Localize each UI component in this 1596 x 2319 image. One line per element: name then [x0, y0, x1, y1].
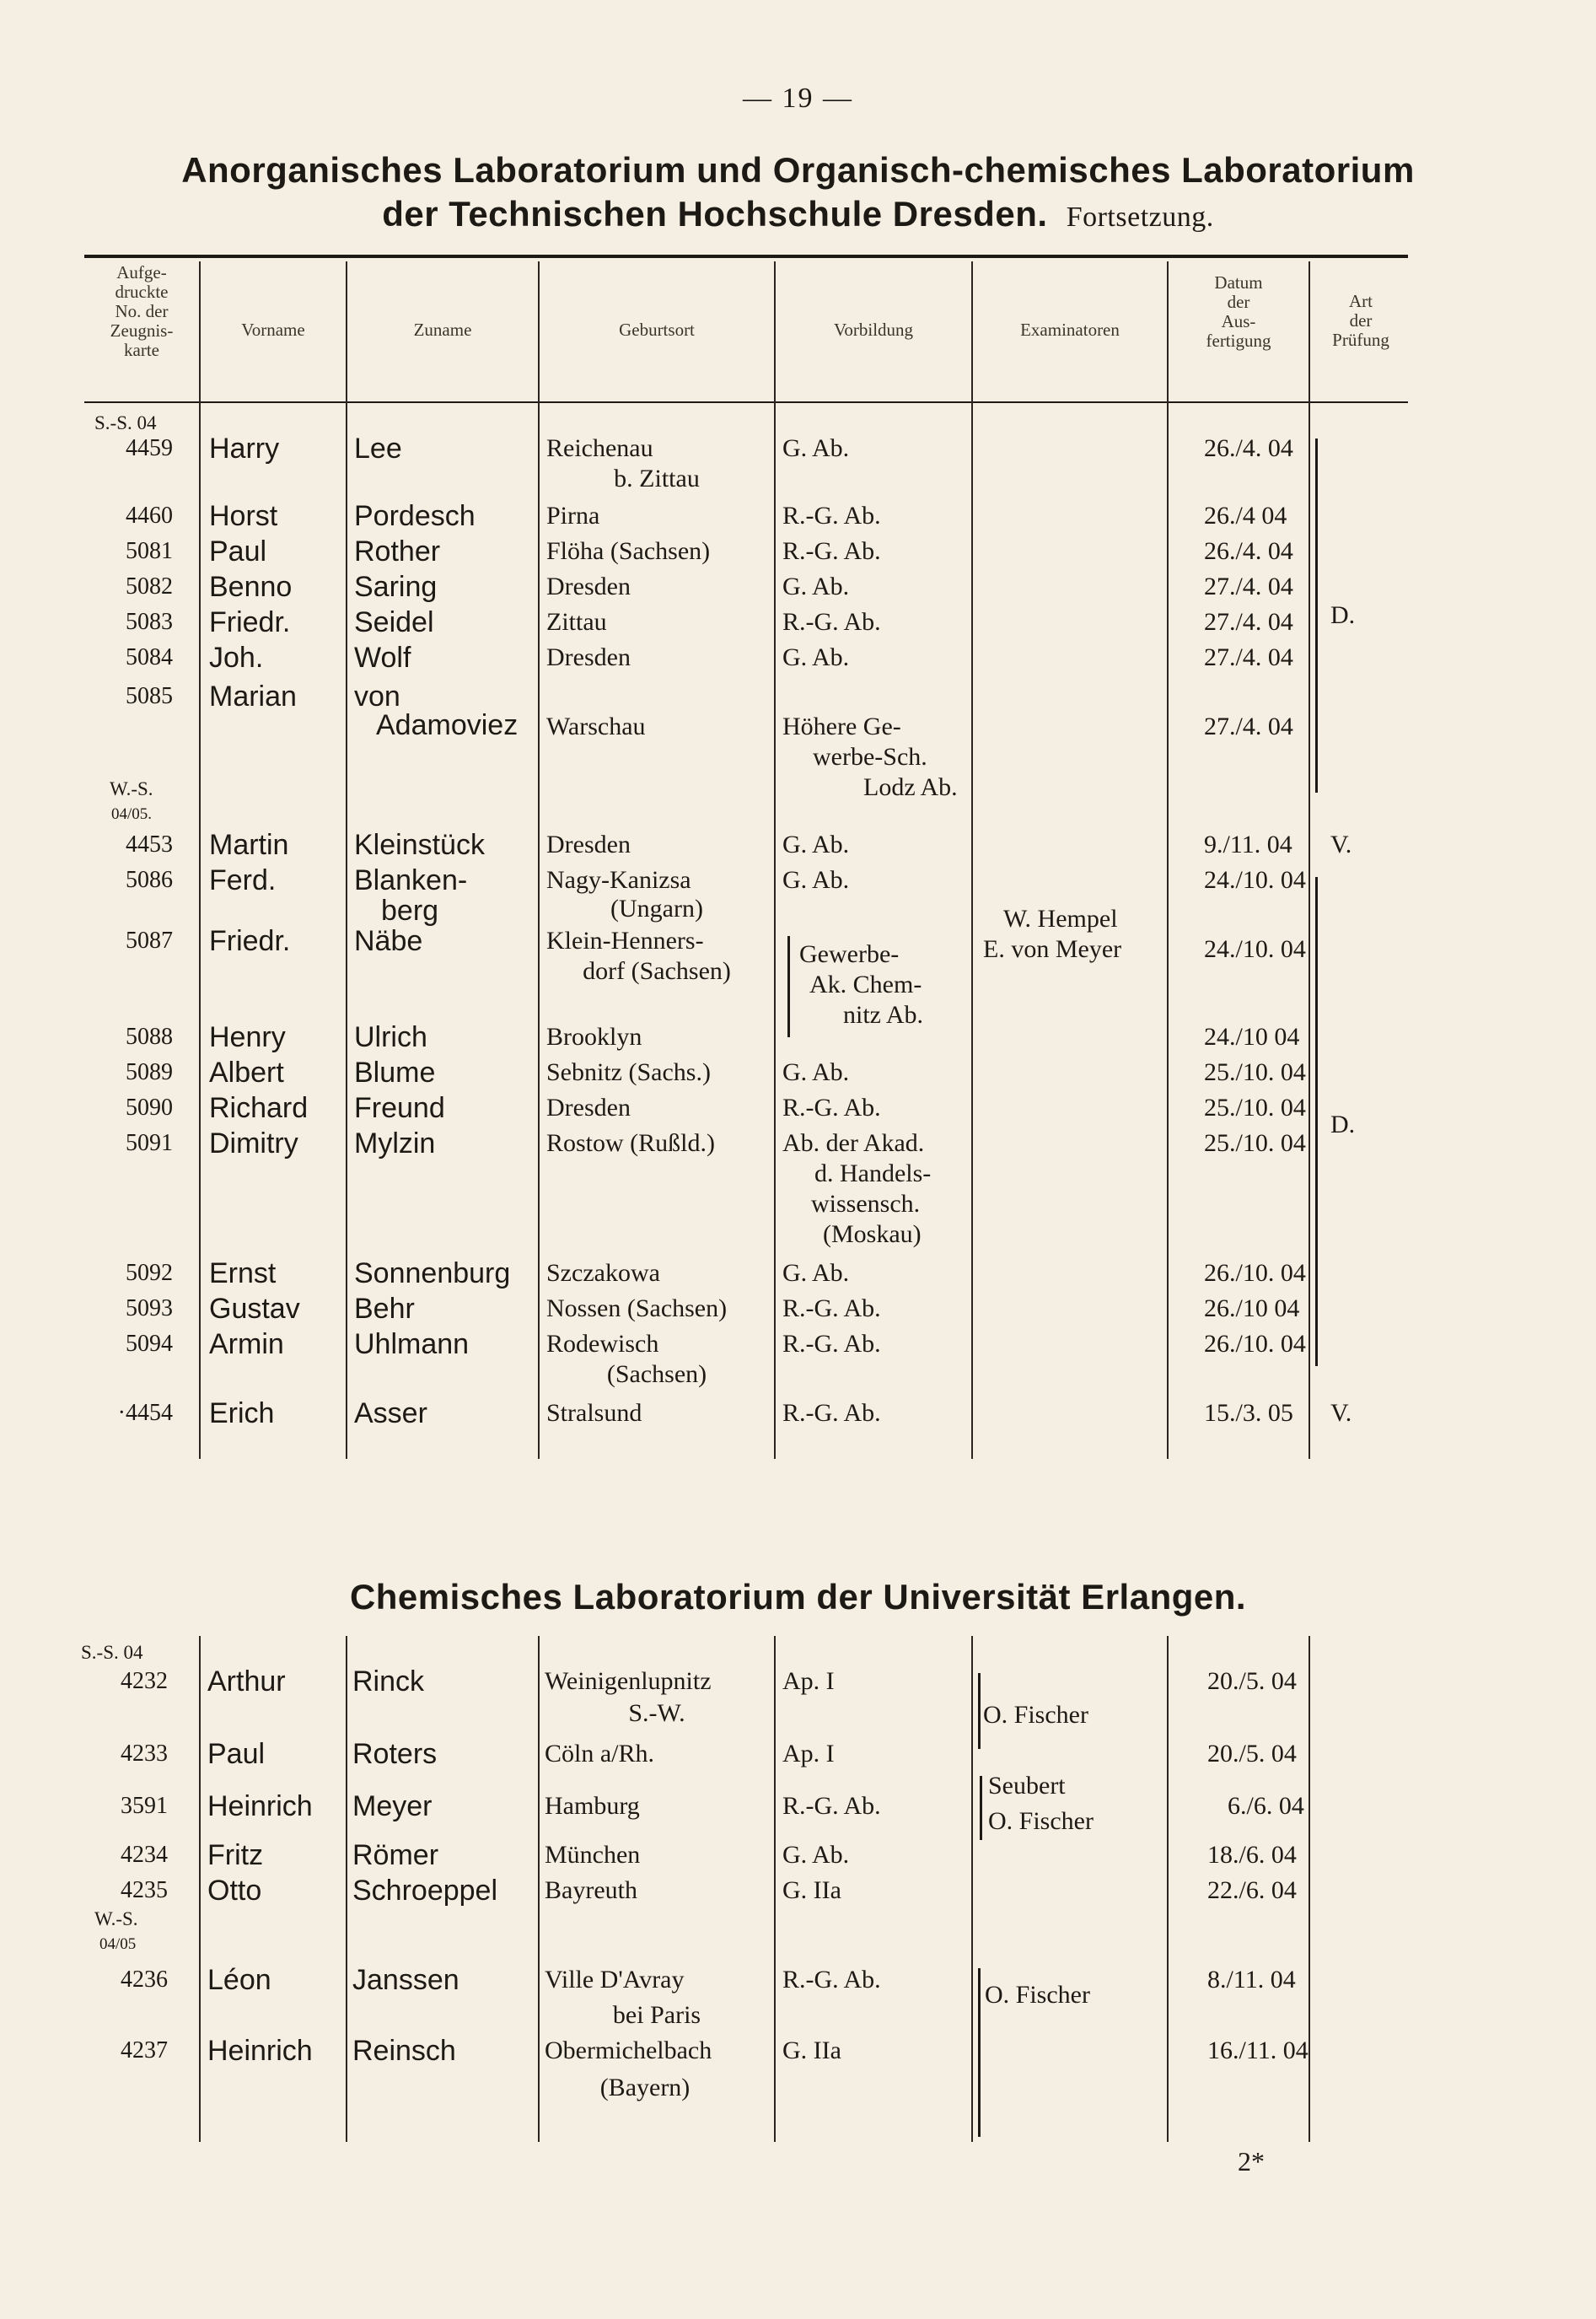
row-number: 5094 — [126, 1331, 173, 1357]
geburtsort: Dresden — [546, 643, 631, 671]
row-number: 3591 — [121, 1793, 168, 1819]
group-brace — [1315, 877, 1318, 1366]
row-number: 5086 — [126, 867, 173, 893]
zuname: Pordesch — [354, 500, 476, 532]
row-number: 4235 — [121, 1877, 168, 1903]
zuname: Sonnenburg — [354, 1257, 511, 1289]
vorbildung-line3: nitz Ab. — [843, 1001, 923, 1029]
vorname: Richard — [209, 1092, 309, 1124]
vorname: Friedr. — [209, 606, 291, 638]
vorbildung-line3: wissensch. — [811, 1190, 921, 1218]
semester-label: W.-S. — [94, 1908, 138, 1929]
geburtsort: Warschau — [546, 713, 646, 740]
column-divider — [346, 1636, 347, 2142]
semester-label: W.-S. — [110, 778, 153, 799]
datum: 24./10. 04 — [1204, 935, 1306, 963]
vorname: Albert — [209, 1057, 284, 1089]
column-divider — [1309, 1636, 1310, 2142]
datum: 15./3. 05 — [1204, 1399, 1293, 1427]
geburtsort-line2: bei Paris — [612, 2001, 701, 2029]
row-number: 4237 — [121, 2037, 168, 2063]
vorname: Henry — [209, 1021, 286, 1053]
vorname: Fritz — [207, 1839, 264, 1871]
row-number: 4453 — [126, 831, 173, 858]
vorbildung: G. Ab. — [782, 434, 850, 462]
datum: 6./6. 04 — [1228, 1792, 1304, 1820]
zuname: Janssen — [352, 1964, 459, 1996]
vorname: Marian — [209, 681, 297, 713]
vorname: Léon — [207, 1964, 271, 1996]
geburtsort-line2: S.-W. — [628, 1699, 685, 1727]
header-no: Aufge- druckte No. der Zeugnis- karte — [110, 262, 174, 360]
row-number: 5091 — [126, 1130, 173, 1156]
vorname: Dimitry — [209, 1127, 298, 1160]
datum: 9./11. 04 — [1204, 831, 1292, 858]
zuname: Ulrich — [354, 1021, 427, 1053]
datum: 27./4. 04 — [1204, 643, 1293, 671]
vorname: Horst — [209, 500, 278, 532]
geburtsort-line2: (Ungarn) — [610, 895, 703, 923]
column-divider — [774, 261, 776, 1459]
examinator: O. Fischer — [983, 1701, 1088, 1729]
examinator: Seubert — [988, 1772, 1066, 1800]
section-title-line1: Anorganisches Laboratorium und Organisch-chemisches Laboratorium — [181, 150, 1415, 190]
row-number: ·4454 — [117, 1400, 173, 1426]
art: V. — [1330, 831, 1352, 858]
datum: 20./5. 04 — [1207, 1667, 1297, 1695]
signature-mark: 2* — [1238, 2146, 1265, 2176]
vorbildung: R.-G. Ab. — [782, 1094, 881, 1122]
vorname: Erich — [209, 1397, 275, 1429]
zuname: Wolf — [354, 642, 411, 674]
datum: 25./10. 04 — [1204, 1058, 1306, 1086]
group-brace — [1315, 439, 1318, 793]
geburtsort: Zittau — [546, 608, 607, 636]
row-number: 5085 — [126, 683, 173, 709]
section2-title: Chemisches Laboratorium der Universität Erlangen. — [349, 1577, 1247, 1617]
column-divider — [774, 1636, 776, 2142]
row-number: 5087 — [126, 928, 173, 954]
geburtsort: Dresden — [546, 831, 631, 858]
geburtsort: Nagy-Kanizsa — [546, 866, 691, 894]
vorbildung: Gewerbe- — [799, 940, 900, 968]
zuname: Seidel — [354, 606, 434, 638]
zuname: Schroeppel — [352, 1875, 498, 1907]
vorbildung-line2: werbe-Sch. — [813, 743, 927, 771]
zuname: Blume — [354, 1057, 436, 1089]
group-brace — [978, 1673, 981, 1749]
geburtsort: Weinigenlupnitz — [545, 1667, 712, 1695]
datum: 22./6. 04 — [1207, 1876, 1297, 1904]
datum: 26./4. 04 — [1204, 434, 1293, 462]
header-datum: Datum der Aus- fertigung — [1206, 272, 1271, 351]
vorbildung-line2: Ak. Chem- — [809, 971, 922, 998]
datum: 27./4. 04 — [1204, 573, 1293, 600]
column-divider — [199, 1636, 201, 2142]
art-group2: D. — [1330, 1111, 1356, 1138]
examinator: O. Fischer — [985, 1981, 1090, 2009]
row-number: 5084 — [126, 644, 173, 670]
zuname: Näbe — [354, 925, 423, 957]
geburtsort: Stralsund — [546, 1399, 642, 1427]
datum: 16./11. 04 — [1207, 2037, 1309, 2064]
vorname: Paul — [207, 1738, 266, 1770]
vorbildung: G. Ab. — [782, 573, 850, 600]
row-number: 4459 — [126, 435, 173, 461]
section-title-main: der Technischen Hochschule Dresden. — [382, 194, 1048, 234]
zuname: Saring — [354, 571, 438, 603]
datum: 27./4. 04 — [1204, 713, 1293, 740]
vorname: Arthur — [207, 1665, 286, 1698]
geburtsort: Brooklyn — [546, 1023, 642, 1051]
zuname: von — [354, 681, 400, 713]
zuname: Kleinstück — [354, 829, 485, 861]
vorbildung: G. IIa — [782, 1876, 841, 1904]
zuname: Uhlmann — [354, 1328, 470, 1360]
row-number: 5093 — [126, 1295, 173, 1321]
geburtsort: Ville D'Avray — [545, 1966, 685, 1993]
art-group1: D. — [1330, 601, 1356, 629]
geburtsort: Nossen (Sachsen) — [546, 1294, 728, 1322]
group-brace — [787, 936, 790, 1037]
vorbildung: G. Ab. — [782, 831, 850, 858]
datum: 25./10. 04 — [1204, 1094, 1306, 1122]
datum: 20./5. 04 — [1207, 1740, 1297, 1767]
row-number: 5082 — [126, 573, 173, 600]
zuname: Asser — [354, 1397, 427, 1429]
geburtsort-line2: b. Zittau — [614, 465, 700, 492]
section-title-suffix: Fortsetzung. — [1066, 202, 1214, 233]
geburtsort: Rostow (Rußld.) — [546, 1129, 716, 1157]
geburtsort: Cöln a/Rh. — [545, 1740, 655, 1767]
zuname: Mylzin — [354, 1127, 436, 1160]
examinator: W. Hempel — [1003, 905, 1118, 933]
semester-label: 04/05. — [111, 805, 153, 823]
vorbildung: R.-G. Ab. — [782, 1330, 881, 1358]
zuname-line2: berg — [381, 895, 439, 927]
header-zuname: Zuname — [413, 320, 472, 340]
column-divider — [1309, 261, 1310, 1459]
art: V. — [1330, 1399, 1352, 1427]
datum: 26./10. 04 — [1204, 1330, 1306, 1358]
vorbildung: Ap. I — [782, 1740, 835, 1767]
zuname: Behr — [354, 1293, 415, 1325]
datum: 26./10 04 — [1204, 1294, 1300, 1322]
vorbildung: R.-G. Ab. — [782, 1294, 881, 1322]
zuname: Freund — [354, 1092, 445, 1124]
geburtsort: Reichenau — [546, 434, 653, 462]
vorname: Ernst — [209, 1257, 277, 1289]
vorname: Paul — [209, 535, 267, 568]
page-number: — 19 — — [743, 83, 853, 114]
vorbildung: Ab. der Akad. — [782, 1129, 925, 1157]
row-number: 4233 — [121, 1741, 168, 1767]
geburtsort: Dresden — [546, 573, 631, 600]
vorname: Gustav — [209, 1293, 300, 1325]
zuname-line2: Adamoviez — [376, 709, 519, 741]
geburtsort: Obermichelbach — [545, 2037, 712, 2064]
column-divider — [1167, 1636, 1169, 2142]
geburtsort: Pirna — [546, 502, 600, 530]
vorname: Joh. — [209, 642, 264, 674]
column-divider — [346, 261, 347, 1459]
zuname: Rother — [354, 535, 441, 568]
row-number: 5083 — [126, 609, 173, 635]
datum: 18./6. 04 — [1207, 1841, 1297, 1869]
column-divider — [1167, 261, 1169, 1459]
section-title-line2 — [0, 194, 1596, 234]
header-vorbildung: Vorbildung — [833, 320, 914, 340]
geburtsort: Hamburg — [545, 1792, 640, 1820]
vorbildung: R.-G. Ab. — [782, 1966, 881, 1993]
row-number: 5092 — [126, 1260, 173, 1286]
column-divider — [971, 1636, 973, 2142]
row-number: 4460 — [126, 503, 173, 529]
vorbildung: Höhere Ge- — [782, 713, 901, 740]
examinator: O. Fischer — [988, 1807, 1094, 1835]
geburtsort: Flöha (Sachsen) — [546, 537, 711, 565]
datum: 24./10. 04 — [1204, 866, 1306, 894]
datum: 25./10. 04 — [1204, 1129, 1306, 1157]
geburtsort-line2: (Bayern) — [599, 2074, 691, 2101]
geburtsort: Sebnitz (Sachs.) — [546, 1058, 711, 1086]
header-bottom-rule — [84, 401, 1408, 403]
vorname: Benno — [209, 571, 293, 603]
vorbildung: R.-G. Ab. — [782, 537, 881, 565]
vorbildung-line3: Lodz Ab. — [863, 773, 958, 801]
zuname: Blanken- — [354, 864, 468, 896]
vorbildung-line4: (Moskau) — [823, 1220, 922, 1248]
zuname: Reinsch — [352, 2035, 456, 2067]
vorbildung: R.-G. Ab. — [782, 608, 881, 636]
header-top-rule — [84, 255, 1408, 258]
vorbildung-line2: d. Handels- — [814, 1160, 932, 1187]
row-number: 5088 — [126, 1024, 173, 1050]
vorbildung: R.-G. Ab. — [782, 1792, 881, 1820]
row-number: 5081 — [126, 538, 173, 564]
geburtsort: Klein-Henners- — [546, 927, 704, 955]
geburtsort: Szczakowa — [546, 1259, 660, 1287]
vorname: Heinrich — [207, 1790, 313, 1822]
column-divider — [971, 261, 973, 1459]
row-number: 5089 — [126, 1059, 173, 1085]
zuname: Meyer — [352, 1790, 433, 1822]
vorname: Friedr. — [209, 925, 291, 957]
vorname: Armin — [209, 1328, 284, 1360]
semester-label: S.-S. 04 — [81, 1642, 143, 1663]
geburtsort-line2: dorf (Sachsen) — [583, 957, 731, 985]
semester-label: 04/05 — [99, 1935, 137, 1953]
vorname: Martin — [209, 829, 289, 861]
row-number: 4236 — [121, 1967, 168, 1993]
semester-label: S.-S. 04 — [94, 412, 157, 433]
zuname: Lee — [354, 433, 402, 465]
datum: 8./11. 04 — [1207, 1966, 1296, 1993]
geburtsort: Dresden — [546, 1094, 631, 1122]
geburtsort: München — [545, 1841, 641, 1869]
vorbildung: G. IIa — [782, 2037, 841, 2064]
zuname: Roters — [352, 1738, 438, 1770]
column-divider — [538, 261, 540, 1459]
header-examinatoren: Examinatoren — [1020, 320, 1120, 340]
vorname: Harry — [209, 433, 280, 465]
zuname: Römer — [352, 1839, 439, 1871]
row-number: 4232 — [121, 1668, 168, 1694]
vorbildung: G. Ab. — [782, 643, 850, 671]
group-brace — [980, 1776, 982, 1840]
header-geburtsort: Geburtsort — [619, 320, 695, 340]
vorbildung: R.-G. Ab. — [782, 502, 881, 530]
geburtsort-line2: (Sachsen) — [606, 1360, 707, 1388]
row-number: 4234 — [121, 1842, 168, 1868]
vorname: Otto — [207, 1875, 262, 1907]
examinator: E. von Meyer — [983, 935, 1122, 963]
datum: 26./4 04 — [1204, 502, 1287, 530]
vorname: Ferd. — [209, 864, 277, 896]
vorbildung: G. Ab. — [782, 1058, 850, 1086]
geburtsort: Rodewisch — [546, 1330, 659, 1358]
datum: 27./4. 04 — [1204, 608, 1293, 636]
datum: 24./10 04 — [1204, 1023, 1300, 1051]
datum: 26./10. 04 — [1204, 1259, 1306, 1287]
vorbildung: G. Ab. — [782, 1841, 850, 1869]
geburtsort: Bayreuth — [545, 1876, 637, 1904]
zuname: Rinck — [352, 1665, 425, 1698]
group-brace — [978, 1968, 981, 2137]
vorname: Heinrich — [207, 2035, 313, 2067]
vorbildung: G. Ab. — [782, 866, 850, 894]
vorbildung: G. Ab. — [782, 1259, 850, 1287]
column-divider — [199, 261, 201, 1459]
vorbildung: Ap. I — [782, 1667, 835, 1695]
row-number: 5090 — [126, 1095, 173, 1121]
header-art: Art der Prüfung — [1332, 291, 1389, 350]
datum: 26./4. 04 — [1204, 537, 1293, 565]
vorbildung: R.-G. Ab. — [782, 1399, 881, 1427]
header-vorname: Vorname — [241, 320, 305, 340]
